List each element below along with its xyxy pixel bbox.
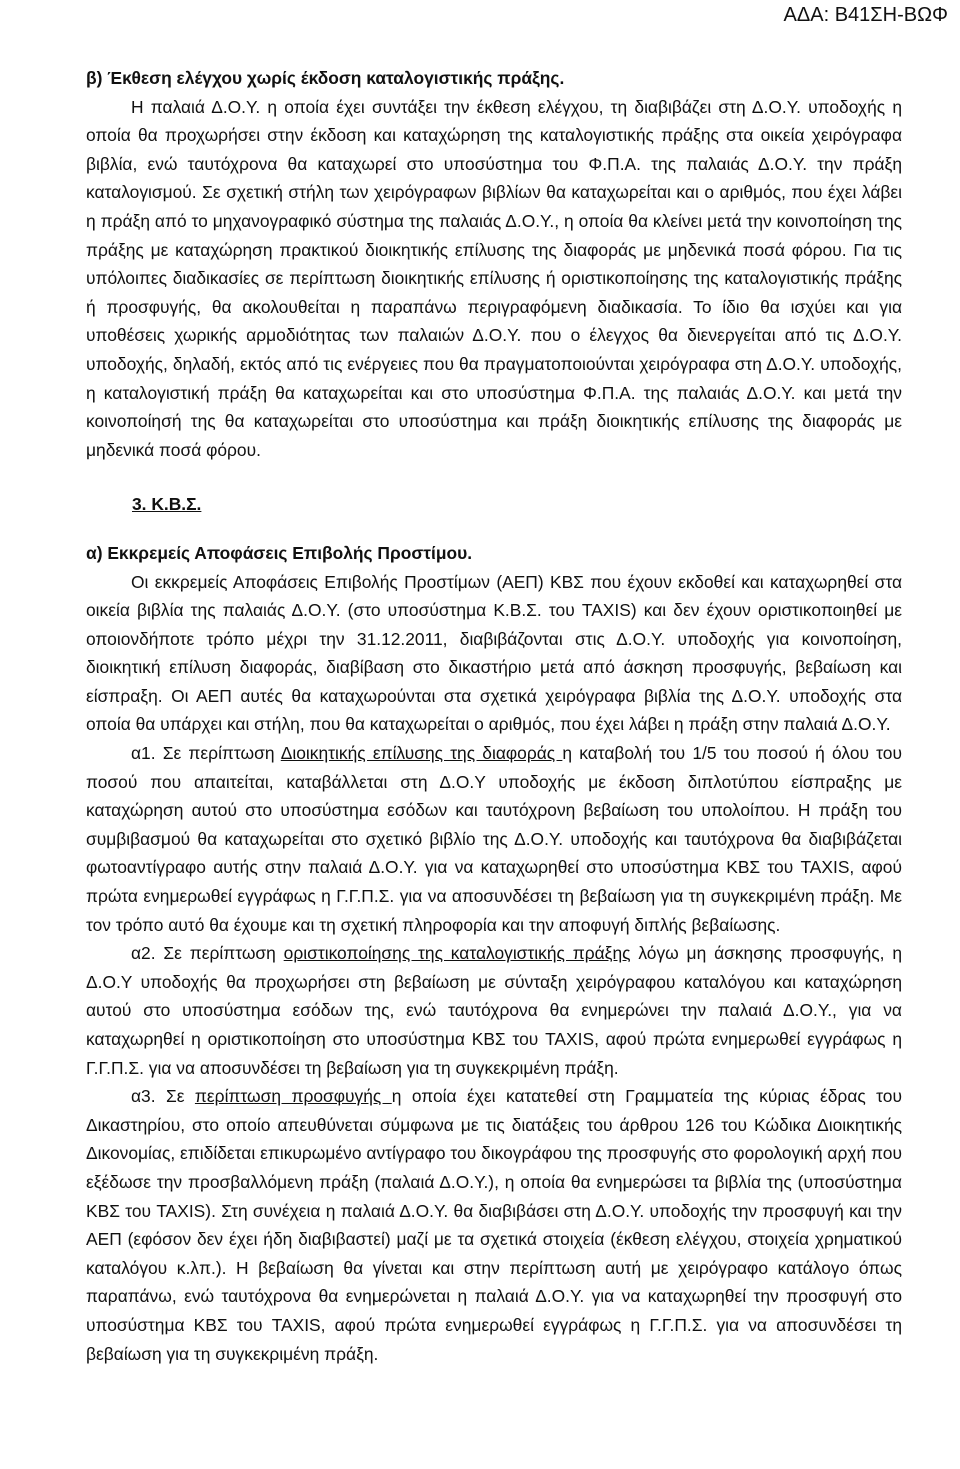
a2-rest: λόγω μη άσκησης προσφυγής, η Δ.Ο.Υ υποδοχής θα προχωρήσει στη βεβαίωση με σύνταξη χειρόγραφου καταλόγου και καταχώρηση αυτού στο υποσύστημα εσόδων της, ενώ ταυτόχρονα θα ενημερώνει την παλαιά Δ.Ο.Υ., για να καταχωρηθεί η οριστικοποίηση στο υποσύστημα ΚΒΣ του TAXIS, αφού πρώτα ενημερωθεί εγγράφως η Γ.Γ.Π.Σ. για να αποσυνδέσει τη βεβαίωση για τη συγκεκριμένη πράξη. (86, 943, 903, 1078)
a3-paragraph (86, 1082, 902, 1368)
ada-code: ΑΔΑ: Β41ΣΗ-ΒΩΦ (783, 4, 948, 26)
section-a-paragraph: Οι εκκρεμείς Αποφάσεις Επιβολής Προστίμων (ΑΕΠ) ΚΒΣ που έχουν εκδοθεί και καταχωρηθεί στα οικεία βιβλία της παλαιάς Δ.Ο.Υ. (στο υποσύστημα Κ.Β.Σ. του TAXIS) και δεν έχουν οριστικοποιηθεί με οποιονδήποτε τρόπο μέχρι την 31.12.2011, διαβιβάζονται στις Δ.Ο.Υ. υποδοχής για κοινοποίηση, διοικητική επίλυση διαφοράς, διαβίβαση στο δικαστήριο μετά από άσκηση προσφυγής, βεβαίωση και είσπραξη. Οι ΑΕΠ αυτές θα καταχωρούνται στα σχετικά χειρόγραφα βιβλία της Δ.Ο.Υ. υποδοχής στα οποία θα υπάρχει και στήλη, που θα καταχωρείται ο αριθμός, που έχει λάβει η πράξη στην παλαιά Δ.Ο.Υ. (86, 571, 902, 735)
a1-paragraph (86, 739, 902, 939)
a2-paragraph (86, 939, 902, 1082)
a1-lead: α1. Σε περίπτωση (131, 743, 281, 764)
a3-lead: α3. Σε (131, 1086, 195, 1107)
a3-rest: η οποία έχει κατατεθεί στη Γραμματεία της κύριας έδρας του Δικαστηρίου, στο οποίο απευθύνεται σύμφωνα με τις διατάξεις του άρθρου 126 του Κώδικα Διοικητικής Δικονομίας, επιδίδεται επικυρωμένο αντίγραφο του δικογράφου της προσφυγής στο φορολογική αρχή που εξέδωσε την προσβαλλόμενη πράξη (παλαιά Δ.Ο.Υ.), η οποία θα ενημερώσει τα βιβλία της (υποσύστημα ΚΒΣ του TAXIS). Στη συνέχεια η παλαιά Δ.Ο.Υ. θα διαβιβάσει στη Δ.Ο.Υ. υποδοχής την προσφυγή και την ΑΕΠ (εφόσον δεν έχει ήδη διαβιβαστεί) μαζί με τα σχετικά στοιχεία (έκθεση ελέγχου, στοιχεία χρηματικού καταλόγου κ.λπ.). Η βεβαίωση θα γίνεται και στην περίπτωση αυτή με χειρόγραφο κατάλογο όπως παραπάνω, ενώ ταυτόχρονα θα ενημερώνεται η παλαιά Δ.Ο.Υ. για να καταχωρηθεί την προσφυγή στο υποσύστημα ΚΒΣ του TAXIS, αφού πρώτα ενημερωθεί εγγράφως η Γ.Γ.Π.Σ. για να αποσυνδέσει τη βεβαίωση για τη συγκεκριμένη πράξη. (86, 1086, 902, 1364)
section-3-title (86, 490, 902, 519)
section-a-heading: α) Εκκρεμείς Αποφάσεις Επιβολής Προστίμου. (86, 542, 473, 563)
section-b-paragraph: Η παλαιά Δ.Ο.Υ. η οποία έχει συντάξει την έκθεση ελέγχου, τη διαβιβάζει στη Δ.Ο.Υ. υποδοχής η οποία θα προχωρήσει στην έκδοση και καταχώρηση της καταλογιστικής πράξης στα οικεία χειρόγραφα βιβλία, ενώ ταυτόχρονα θα καταχωρεί στο υποσύστημα του Φ.Π.Α. της παλαιάς Δ.Ο.Υ. την πράξη καταλογισμού. Σε σχετική στήλη των χειρόγραφων βιβλίων θα καταχωρείται και ο αριθμός, που έχει λάβει η πράξη από το μηχανογραφικό σύστημα της παλαιάς Δ.Ο.Υ., η οποία θα κλείνει μετά την κοινοποίηση της πράξης με καταχώρηση πρακτικού διοικητικής επίλυσης της διαφοράς με μηδενικά ποσά φόρου. Για τις υπόλοιπες διαδικασίες σε περίπτωση διοικητικής επίλυσης ή οριστικοποίησης της καταλογιστικής πράξης ή προσφυγής, θα ακολουθείται η παραπάνω περιγραφόμενη διαδικασία. Το ίδιο θα ισχύει και για υποθέσεις χωρικής αρμοδιότητας των παλαιών Δ.Ο.Υ. που ο έλεγχος θα διενεργείται από τις Δ.Ο.Υ. υποδοχής, δηλαδή, εκτός από τις ενέργειες που θα πραγματοποιούνται χειρόγραφα στη Δ.Ο.Υ. υποδοχής, η καταλογιστική πράξη θα καταχωρείται και στο υποσύστημα Φ.Π.Α. της παλαιάς Δ.Ο.Υ. και μετά την κοινοποίησή της θα καταχωρείται στο υποσύστημα και πράξη διοικητικής επίλυσης της διαφοράς με μηδενικά ποσά φόρου. (86, 96, 902, 460)
a2-lead: α2. Σε περίπτωση (131, 943, 284, 964)
a1-rest: η καταβολή του 1/5 του ποσού ή όλου του ποσού που απαιτείται, καταβάλλεται στη Δ.Ο.Υ υποδοχής με έκδοση διπλοτύπου είσπραξης με καταχώρηση αυτού στο υποσύστημα εσόδων και ταυτόχρονη βεβαίωση του υπολοίπου. Η πράξη του συμβιβασμού θα καταχωρείται στο σχετικό βιβλίο της Δ.Ο.Υ. υποδοχής και ταυτόχρονα θα διαβιβάζεται φωτοαντίγραφο αυτής στην παλαιά Δ.Ο.Υ. για να καταχωρηθεί στο υποσύστημα ΚΒΣ του TAXIS, αφού πρώτα ενημερωθεί εγγράφως η Γ.Γ.Π.Σ. για να αποσυνδέσει τη βεβαίωση για τη συγκεκριμένη πράξη. Με τον τρόπο αυτό θα έχουμε και τη σχετική πληροφορία και την αποφυγή διπλής βεβαίωσης. (86, 743, 902, 935)
section-b-heading: β) Έκθεση ελέγχου χωρίς έκδοση καταλογιστικής πράξης. (86, 68, 565, 88)
a3-underlined: περίπτωση προσφυγής (194, 1086, 392, 1107)
section-3-label: 3. Κ.Β.Σ. (132, 494, 202, 515)
document-body (86, 64, 902, 1368)
a2-underlined: οριστικοποίησης της καταλογιστικής πράξης (283, 943, 631, 964)
a1-underlined: Διοικητικής επίλυσης της διαφοράς (280, 743, 563, 764)
